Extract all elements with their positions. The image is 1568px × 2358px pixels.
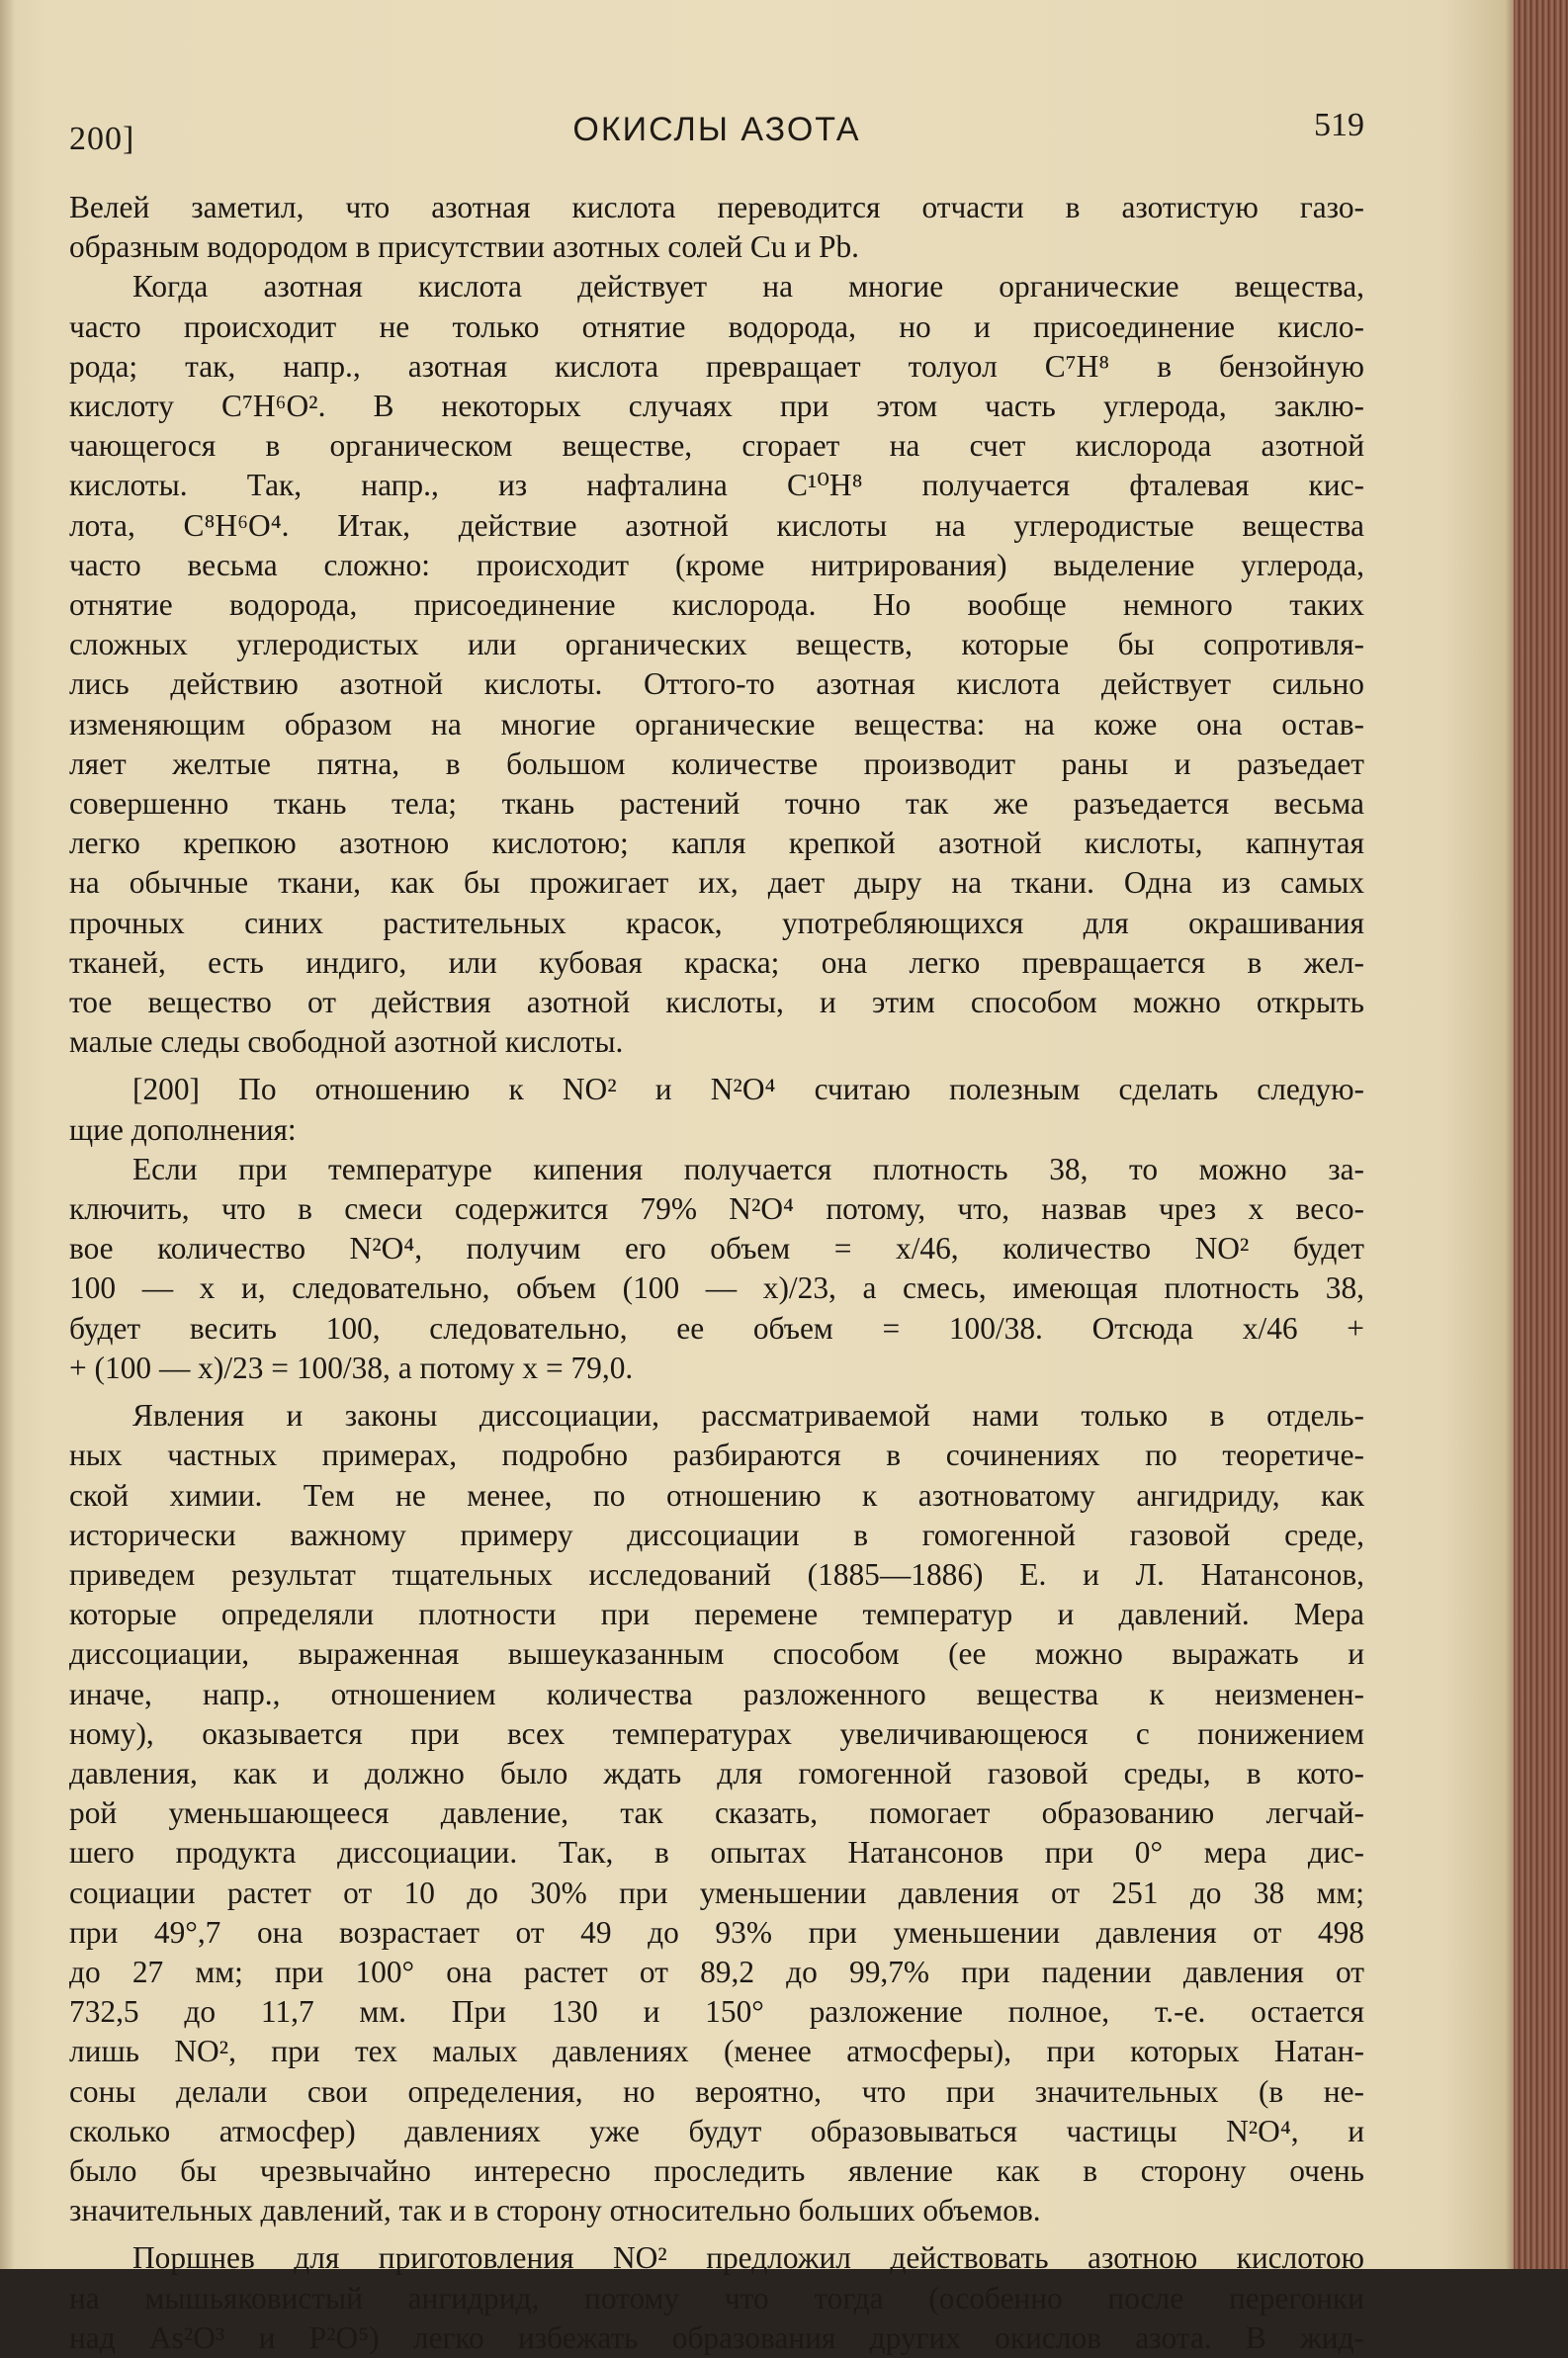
text-line: 732,5 до 11,7 мм. При 130 и 150° разложение полное, т.-е. остается bbox=[69, 1994, 1364, 2030]
text-line: вое количество N²O⁴, получим его объем = x/46, количество NO² будет bbox=[69, 1231, 1364, 1266]
text-line: сколько атмосфер) давлениях уже будут образовываться частицы N²O⁴, и bbox=[69, 2113, 1364, 2148]
text-line: [200] По отношению к NO² и N²O⁴ считаю полезным сделать следую- bbox=[132, 1072, 1364, 1107]
text-line: ключить, что в смеси содержится 79% N²O⁴ потому, что, назвав чрез x весо- bbox=[69, 1191, 1364, 1227]
text-line: рой уменьшающееся давление, так сказать, помогает образованию легчай- bbox=[69, 1795, 1364, 1831]
text-line: на обычные ткани, как бы прожигает их, дает дыру на ткани. Одна из самых bbox=[69, 865, 1364, 901]
text-line: щие дополнения: bbox=[69, 1111, 297, 1147]
text-line: которые определяли плотности при перемене температур и давлений. Мера bbox=[69, 1597, 1364, 1632]
text-line: совершенно ткань тела; ткань растений точно так же разъедается весьма bbox=[69, 786, 1364, 822]
text-line: Если при температуре кипения получается плотность 38, то можно за- bbox=[132, 1151, 1364, 1186]
text-line: Когда азотная кислота действует на многие органические вещества, bbox=[132, 269, 1364, 305]
text-line: отнятие водорода, присоединение кислорода. Но вообще немного таких bbox=[69, 587, 1364, 623]
text-line: рода; так, напр., азотная кислота превращает толуол C⁷H⁸ в бензойную bbox=[69, 348, 1364, 384]
text-line: малые следы свободной азотной кислоты. bbox=[69, 1024, 624, 1060]
text-line: ному), оказывается при всех температурах увеличивающеюся с понижением bbox=[69, 1715, 1364, 1751]
text-line: чающегося в органическом веществе, сгорает на счет кислорода азотной bbox=[69, 428, 1364, 464]
text-line: было бы чрезвычайно интересно проследить явление как в сторону очень bbox=[69, 2152, 1364, 2188]
text-line: кислоту C⁷H⁶O². В некоторых случаях при этом часть углерода, заклю- bbox=[69, 389, 1364, 424]
text-line: иначе, напр., отношением количества разложенного вещества к неизменен- bbox=[69, 1676, 1364, 1711]
text-line: ской химии. Тем не менее, по отношению к азотноватому ангидриду, как bbox=[69, 1477, 1364, 1513]
text-line: будет весить 100, следовательно, ее объем = 100/38. Отсюда x/46 + bbox=[69, 1310, 1364, 1346]
text-line: до 27 мм; при 100° она растет от 89,2 до 99,7% при падении давления от bbox=[69, 1954, 1364, 1989]
text-line: образным водородом в присутствии азотных солей Cu и Pb. bbox=[69, 229, 859, 265]
running-title: ОКИСЛЫ АЗОТА bbox=[572, 111, 861, 148]
text-line: тое вещество от действия азотной кислоты, и этим способом можно открыть bbox=[69, 985, 1364, 1020]
text-line: значительных давлений, так и в сторону относительно больших объемов. bbox=[69, 2193, 1041, 2228]
text-line: лишь NO², при тех малых давлениях (менее атмосферы), при которых Натан- bbox=[69, 2034, 1364, 2069]
text-line: Велей заметил, что азотная кислота переводится отчасти в азотистую газо- bbox=[69, 190, 1364, 224]
text-line: часто происходит не только отнятие водорода, но и присоединение кисло- bbox=[69, 308, 1364, 344]
text-line: Поршнев для приготовления NO² предложил действовать азотною кислотою bbox=[132, 2240, 1364, 2276]
body-text bbox=[69, 188, 1364, 2358]
text-line: изменяющим образом на многие органические вещества: на коже она остав- bbox=[69, 706, 1364, 742]
text-line: шего продукта диссоциации. Так, в опытах Натансонов при 0° мера дис- bbox=[69, 1835, 1364, 1871]
text-line: ных частных примерах, подробно разбираются в сочинениях по теоретиче- bbox=[69, 1438, 1364, 1473]
text-line: при 49°,7 она возрастает от 49 до 93% при уменьшении давления от 498 bbox=[69, 1914, 1364, 1950]
text-line: прочных синих растительных красок, употребляющихся для окрашивания bbox=[69, 905, 1364, 940]
text-line: Явления и законы диссоциации, рассматриваемой нами только в отдель- bbox=[132, 1398, 1364, 1434]
text-line: давления, как и должно было ждать для гомогенной газовой среды, в кото- bbox=[69, 1755, 1364, 1790]
text-line: 100 — x и, следовательно, объем (100 — x)/23, а смесь, имеющая плотность 38, bbox=[69, 1270, 1364, 1306]
section-number: 200] bbox=[69, 121, 135, 157]
text-line: лись действию азотной кислоты. Оттого-то азотная кислота действует сильно bbox=[69, 666, 1364, 702]
page-number: 519 bbox=[1314, 107, 1364, 143]
text-line: часто весьма сложно: происходит (кроме нитрирования) выделение углерода, bbox=[69, 547, 1364, 582]
text-line: на мышьяковистый ангидрид, потому что тогда (особенно после перегонки bbox=[69, 2280, 1364, 2315]
text-line: ляет желтые пятна, в большом количестве производит раны и разъедает bbox=[69, 745, 1364, 781]
text-line: соны делали свои определения, но вероятно, что при значительных (в не- bbox=[69, 2073, 1364, 2109]
text-line: социации растет от 10 до 30% при уменьшении давления от 251 до 38 мм; bbox=[69, 1875, 1364, 1910]
running-header bbox=[69, 107, 1364, 166]
page-gutter bbox=[0, 0, 14, 2269]
text-line: приведем результат тщательных исследований (1885—1886) Е. и Л. Натансонов, bbox=[69, 1556, 1364, 1592]
text-line: исторически важному примеру диссоциации в гомогенной газовой среде, bbox=[69, 1517, 1364, 1552]
text-line: лота, C⁸H⁶O⁴. Итак, действие азотной кислоты на углеродистые вещества bbox=[69, 507, 1364, 543]
text-line: сложных углеродистых или органических веществ, которые бы сопротивля- bbox=[69, 627, 1364, 662]
text-line: + (100 — x)/23 = 100/38, а потому x = 79,0. bbox=[69, 1350, 634, 1385]
book-edge bbox=[1514, 0, 1568, 2269]
text-line: кислоты. Так, напр., из нафталина C¹⁰H⁸ получается фталевая кис- bbox=[69, 468, 1364, 503]
text-line: диссоциации, выраженная вышеуказанным способом (ее можно выражать и bbox=[69, 1636, 1364, 1672]
text-line: легко крепкою азотною кислотою; капля крепкой азотной кислоты, капнутая bbox=[69, 826, 1364, 861]
text-line: над As²O³ и P²O⁵) легко избежать образования других окислов азота. В жид- bbox=[69, 2319, 1364, 2355]
text-line: тканей, есть индиго, или кубовая краска; она легко превращается в жел- bbox=[69, 944, 1364, 980]
